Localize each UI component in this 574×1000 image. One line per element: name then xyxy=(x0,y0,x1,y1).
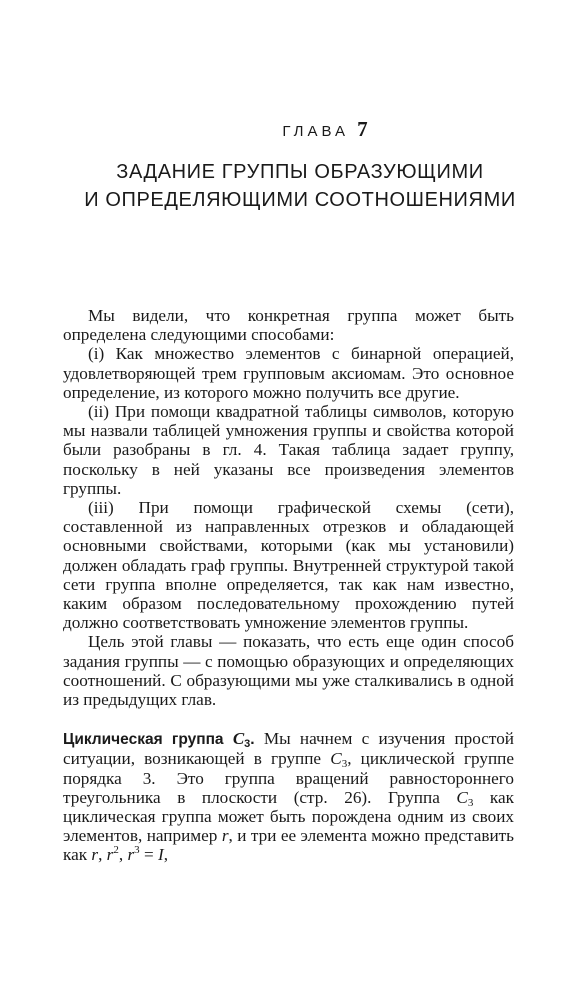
paragraph-method-1: (i) Как множество элементов с бинарной операцией, удовлетворяющей трем групповым аксиомам. Это основное определение, из которого можно получить все другие. xyxy=(63,344,514,402)
chapter-number: 7 xyxy=(357,117,368,141)
paragraph-method-2: (ii) При помощи квадратной таблицы символов, которую мы назвали таблицей умножения группы и свойства которой были разобраны в гл. 4. Такая таблица задает группу, поскольку в ней указаны все произведения элементов группы. xyxy=(63,402,514,498)
chapter-title-line-2: И ОПРЕДЕЛЯЮЩИМИ СООТНОШЕНИЯМИ xyxy=(84,189,516,211)
paragraph-goal: Цель этой главы — показать, что есть еще один способ задания группы — с помощью образующих и определяющих соотношений. С образующими мы уже сталкивались в одной из предыдущих глав. xyxy=(63,632,514,710)
chapter-label xyxy=(38,117,574,142)
section-cyclic-group: Циклическая группа $C_3$. Мы начнем с изучения простой ситуации, возникающей в группе $C_3$, циклической группе порядка 3. Это группа вращений равностороннего треугольника в плоскости (стр. 26). Группа $C_3$ как циклическая группа может быть порождена одним из своих элементов, например r, и три ее элемента можно представить как r, $r^2$, $r^3 = I$, xyxy=(63,729,515,865)
chapter-title-line-1: ЗАДАНИЕ ГРУППЫ ОБРАЗУЮЩИМИ xyxy=(116,161,484,183)
body-text xyxy=(63,306,514,865)
paragraph-intro: Мы видели, что конкретная группа может быть определена следующими способами: xyxy=(63,306,514,345)
chapter-title xyxy=(60,158,540,214)
paragraph-method-3: (iii) При помощи графической схемы (сети), составленной из направленных отрезков и обладающей основными свойствами, которыми (как мы установили) должен обладать граф группы. Внутренней структурой такой сети группа вполне определяется, так как нам известно, каким образом последовательному прохождению путей должно соответствовать умножение элементов группы. xyxy=(63,498,514,633)
section-heading: Циклическая группа $C_3$. xyxy=(63,729,255,751)
chapter-word: ГЛАВА xyxy=(282,123,349,140)
